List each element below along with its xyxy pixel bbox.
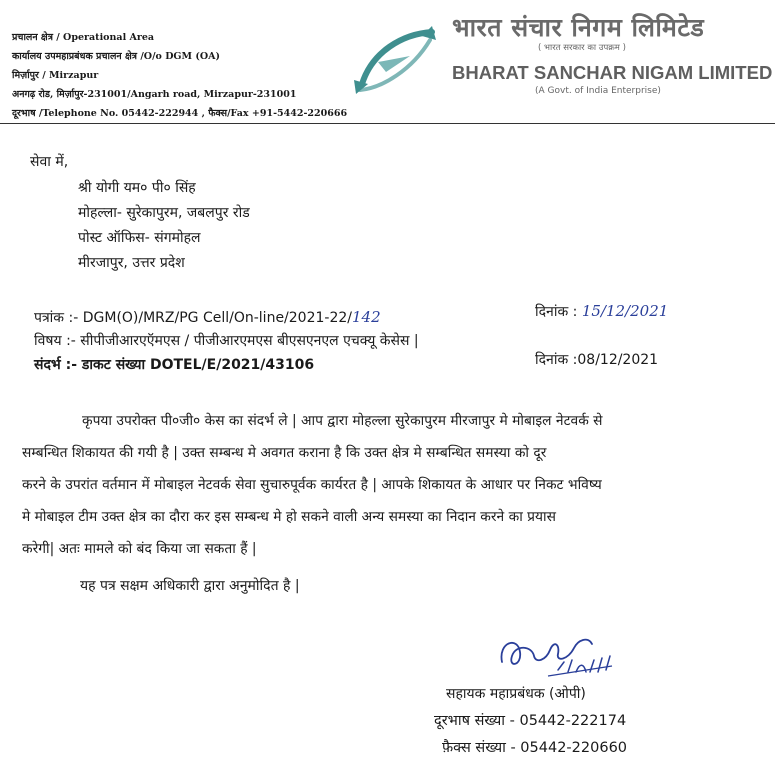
signatory-designation: सहायक महाप्रबंधक (ओपी) xyxy=(446,686,586,702)
recipient-city: मीरजापुर, उत्तर प्रदेश xyxy=(78,255,185,271)
recipient-post-office: पोस्ट ऑफिस- संगमोहल xyxy=(78,230,201,246)
bsnl-logo-icon xyxy=(352,22,438,98)
signatory-fax: फ़ैक्स संख्या - 05442-220660 xyxy=(442,740,628,756)
subject-label: विषय :- xyxy=(34,333,76,349)
company-tagline-english: (A Govt. of India Enterprise) xyxy=(535,86,661,96)
body-line: सम्बन्धित शिकायत की गयी है | उक्त सम्बन्ध मे अवगत कराना है कि उक्त क्षेत्र मे सम्बन्धित समस्या को दूर xyxy=(22,445,547,461)
letterhead-line-city: मिर्ज़ापुर / Mirzapur xyxy=(12,70,99,81)
body-line: कृपया उपरोक्त पी०जी० केस का संदर्भ ले | आप द्वारा मोहल्ला सुरेकापुरम मीरजापुर मे मोबाइल नेटवर्क से xyxy=(82,413,603,429)
company-name-hindi: भारत संचार निगम लिमिटेड xyxy=(452,13,705,42)
letterhead-address xyxy=(12,28,347,123)
ref-number: DGM(O)/MRZ/PG Cell/On-line/2021-22/ xyxy=(82,310,352,326)
body-line: मे मोबाइल टीम उक्त क्षेत्र का दौरा कर इस सम्बन्ध मे हो सकने वाली अन्य समस्या का निदान करने का प्रयास xyxy=(22,509,556,525)
letterhead-divider xyxy=(0,123,775,124)
salutation: सेवा में, xyxy=(30,154,69,170)
body-line: करेगी| अतः मामले को बंद किया जा सकता हैं | xyxy=(22,541,257,557)
letterhead-line-phone: दूरभाष /Telephone No. 05442-222944 , फैक्स/Fax +91-5442-220666 xyxy=(12,108,348,119)
body-line: करने के उपरांत वर्तमान में मोबाइल नेटवर्क सेवा सुचारुपूर्वक कार्यरत है | आपके शिकायत के आधार पर निकट भविष्य xyxy=(22,477,602,493)
subject-line xyxy=(34,331,419,350)
company-tagline-hindi: ( भारत सरकार का उपक्रम ) xyxy=(538,43,626,53)
signatory-phone: दूरभाष संख्या - 05442-222174 xyxy=(434,713,627,729)
ref-line xyxy=(34,308,381,327)
company-name-english: BHARAT SANCHAR NIGAM LIMITED xyxy=(452,62,773,83)
ref-label: पत्रांक :- xyxy=(34,310,79,326)
subject-value: सीपीजीआरएऍमएस / पीजीआरएमएस बीएसएनएल एचक्यू केसेस | xyxy=(80,333,419,349)
letterhead-line-address: अनगढ़ रोड, मिर्ज़ापुर-231001/Angarh road, Mirzapur-231001 xyxy=(12,89,297,100)
reference-line xyxy=(34,355,314,374)
ref-handwritten-number: 142 xyxy=(351,308,381,326)
recipient-locality: मोहल्ला- सुरेकापुरम, जबलपुर रोड xyxy=(78,205,250,221)
body-paragraph xyxy=(22,405,762,565)
reference-value: डाकट संख्या DOTEL/E/2021/43106 xyxy=(81,357,315,373)
reference-label: संदर्भ :- xyxy=(34,357,78,373)
recipient-name: श्री योगी यम० पी० सिंह xyxy=(78,180,196,196)
issue-date-handwritten: 15/12/2021 xyxy=(581,302,669,320)
reference-date: दिनांक :08/12/2021 xyxy=(535,352,659,368)
approval-note: यह पत्र सक्षम अधिकारी द्वारा अनुमोदित है | xyxy=(80,578,300,594)
letterhead-line-office: कार्यालय उपमहाप्रबंधक प्रचालन क्षेत्र /O/o DGM (OA) xyxy=(12,51,221,62)
letterhead-line-area: प्रचालन क्षेत्र / Operational Area xyxy=(12,32,155,43)
issue-date-line xyxy=(535,302,668,321)
issue-date-label: दिनांक : xyxy=(535,304,578,320)
handwritten-signature-icon xyxy=(488,622,618,682)
